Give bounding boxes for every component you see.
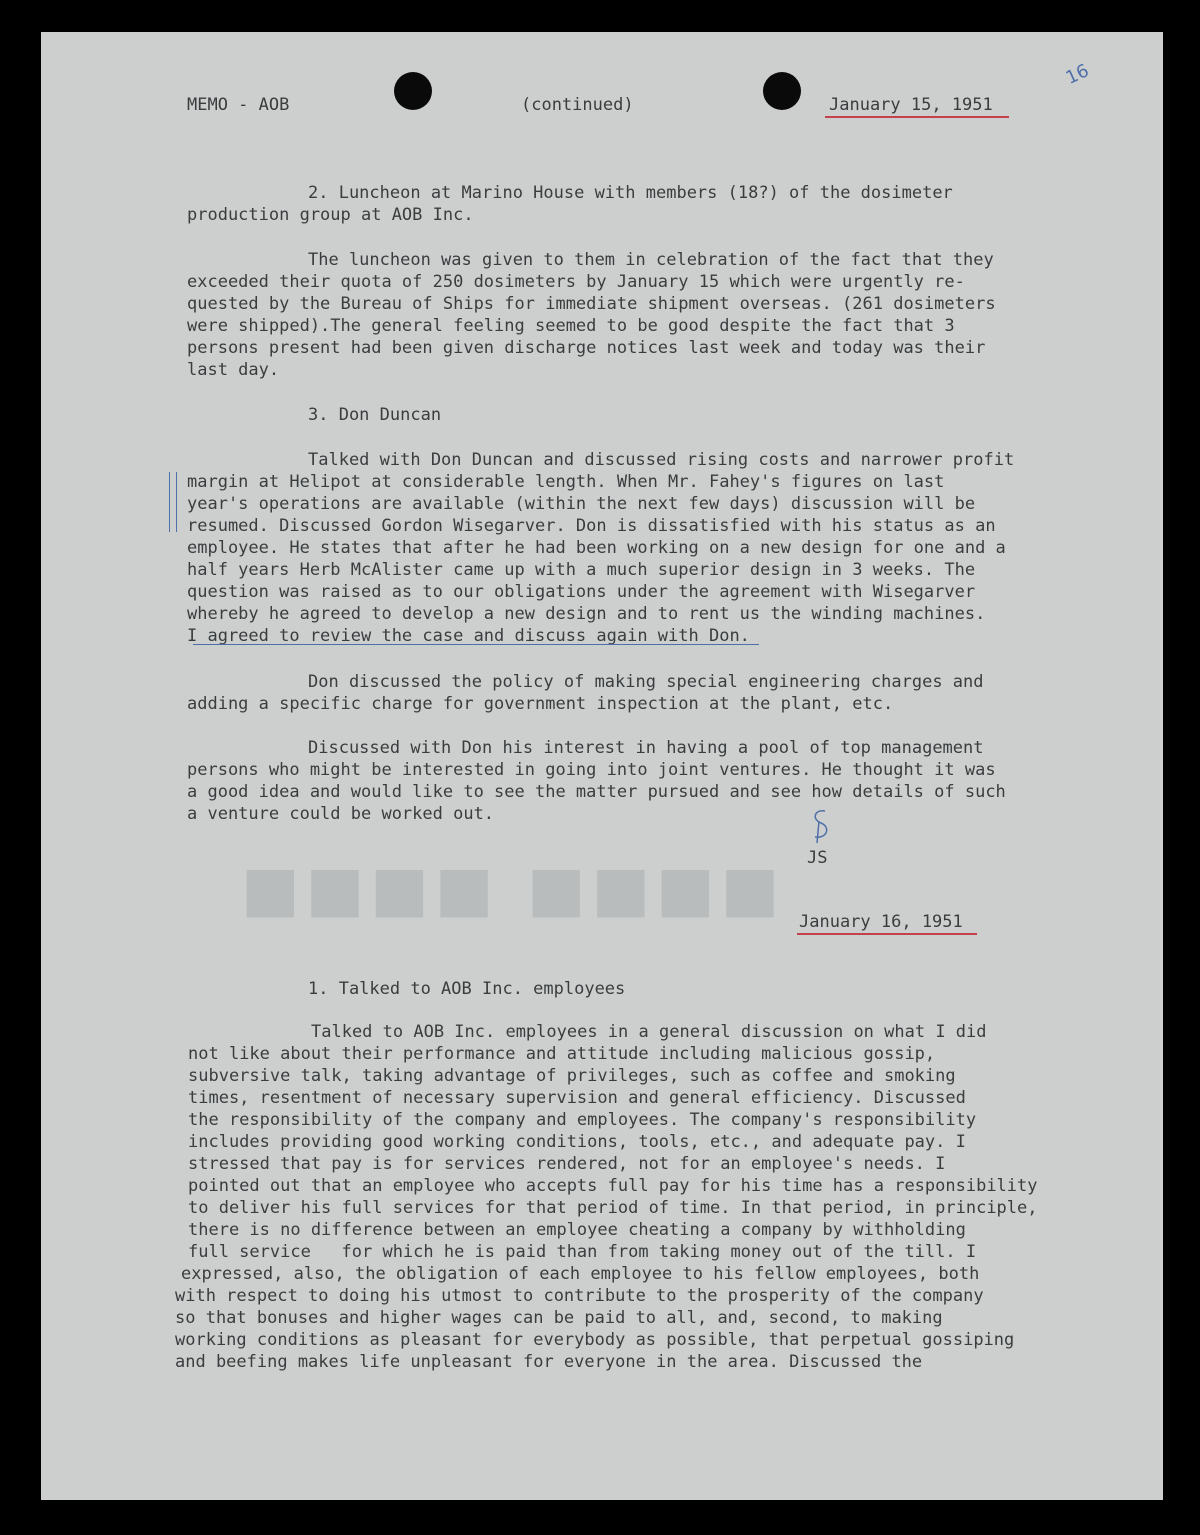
item2-body-line6: last day. [187, 360, 280, 380]
corner-mark: 16 [1062, 60, 1093, 89]
item2-body-line5: persons present had been given discharge notices last week and today was their [187, 338, 986, 358]
section2-date-underline [797, 933, 977, 935]
item3-title: 3. Don Duncan [308, 405, 442, 425]
section2-date: January 16, 1951 [799, 912, 963, 932]
jan16-body-line16: and beefing makes life unpleasant for everyone in the area. Discussed the [175, 1352, 923, 1372]
item2-body-line1: The luncheon was given to them in celebration of the fact that they [308, 250, 994, 270]
punch-hole-left [394, 72, 432, 110]
item2-body-line3: quested by the Bureau of Ships for immediate shipment overseas. (261 dosimeters [187, 294, 996, 314]
item3-para1-line3: year's operations are available (within the next few days) discussion will be [187, 494, 976, 514]
item3-para1-line2: margin at Helipot at considerable length. When Mr. Fahey's figures on last [187, 472, 945, 492]
jan16-body-line10: there is no difference between an employee cheating a company by withholding [188, 1220, 966, 1240]
memo-page [41, 32, 1163, 1500]
item3-para3-line3: a good idea and would like to see the matter pursued and see how details of such [187, 782, 1006, 802]
signature-scribble [801, 807, 837, 847]
margin-double-line [169, 472, 177, 532]
item3-para1-line1: Talked with Don Duncan and discussed rising costs and narrower profit [308, 450, 1015, 470]
jan16-body-line9: to deliver his full services for that period of time. In that period, in principle, [188, 1198, 1038, 1218]
item3-para2-line1: Don discussed the policy of making special engineering charges and [308, 672, 984, 692]
punch-hole-right [763, 72, 801, 110]
signature-initials: JS [807, 848, 828, 868]
header-date: January 15, 1951 [829, 95, 993, 115]
item3-para1-line8: whereby he agreed to develop a new design and to rent us the winding machines. [187, 604, 986, 624]
jan16-body-line4: times, resentment of necessary supervision and general efficiency. Discussed [188, 1088, 966, 1108]
item2-body-line4: were shipped).The general feeling seemed to be good despite the fact that 3 [187, 316, 955, 336]
item3-para1-line4: resumed. Discussed Gordon Wisegarver. Don is dissatisfied with his status as an [187, 516, 996, 536]
item2-body-line2: exceeded their quota of 250 dosimeters by January 15 which were urgently re- [187, 272, 965, 292]
item3-para3-line2: persons who might be interested in going into joint ventures. He thought it was [187, 760, 996, 780]
jan16-body-line6: includes providing good working conditions, tools, etc., and adequate pay. I [188, 1132, 966, 1152]
header-left: MEMO - AOB [187, 95, 290, 115]
jan16-body-line5: the responsibility of the company and employees. The company's responsibility [188, 1110, 977, 1130]
jan16-body-line2: not like about their performance and attitude including malicious gossip, [188, 1044, 936, 1064]
item2-title-line1: 2. Luncheon at Marino House with members (18?) of the dosimeter [308, 183, 953, 203]
header-center: (continued) [521, 95, 634, 115]
jan16-body-line8: pointed out that an employee who accepts full pay for his time has a responsibility [188, 1176, 1038, 1196]
item3-para2-line2: adding a specific charge for government inspection at the plant, etc. [187, 694, 894, 714]
jan16-body-line15: working conditions as pleasant for everybody as possible, that perpetual gossiping [175, 1330, 1015, 1350]
jan16-body-line11: full service for which he is paid than from taking money out of the till. I [188, 1242, 977, 1262]
jan16-body-line12: expressed, also, the obligation of each employee to his fellow employees, both [181, 1264, 980, 1284]
jan16-body-line3: subversive talk, taking advantage of privileges, such as coffee and smoking [188, 1066, 956, 1086]
jan16-body-line14: so that bonuses and higher wages can be paid to all, and, second, to making [175, 1308, 943, 1328]
item3-para1-line9: I agreed to review the case and discuss again with Don. [187, 626, 750, 646]
item3-para1-line6: half years Herb McAlister came up with a much superior design in 3 weeks. The [187, 560, 976, 580]
jan16-item1-title: 1. Talked to AOB Inc. employees [308, 979, 626, 999]
item3-para3-line1: Discussed with Don his interest in having a pool of top management [308, 738, 984, 758]
item3-para3-line4: a venture could be worked out. [187, 804, 495, 824]
item2-title-line2: production group at AOB Inc. [187, 205, 474, 225]
jan16-body-line13: with respect to doing his utmost to contribute to the prosperity of the company [175, 1286, 984, 1306]
header-date-underline [825, 116, 1009, 118]
bleed-through-mark: ■■■■ ■■■■ [241, 852, 786, 925]
jan16-body-line7: stressed that pay is for services rendered, not for an employee's needs. I [188, 1154, 946, 1174]
item3-para1-line5: employee. He states that after he had been working on a new design for one and a [187, 538, 1006, 558]
blue-pencil-underline [193, 644, 759, 645]
jan16-body-line1: Talked to AOB Inc. employees in a general discussion on what I did [311, 1022, 987, 1042]
item3-para1-line7: question was raised as to our obligations under the agreement with Wisegarver [187, 582, 976, 602]
